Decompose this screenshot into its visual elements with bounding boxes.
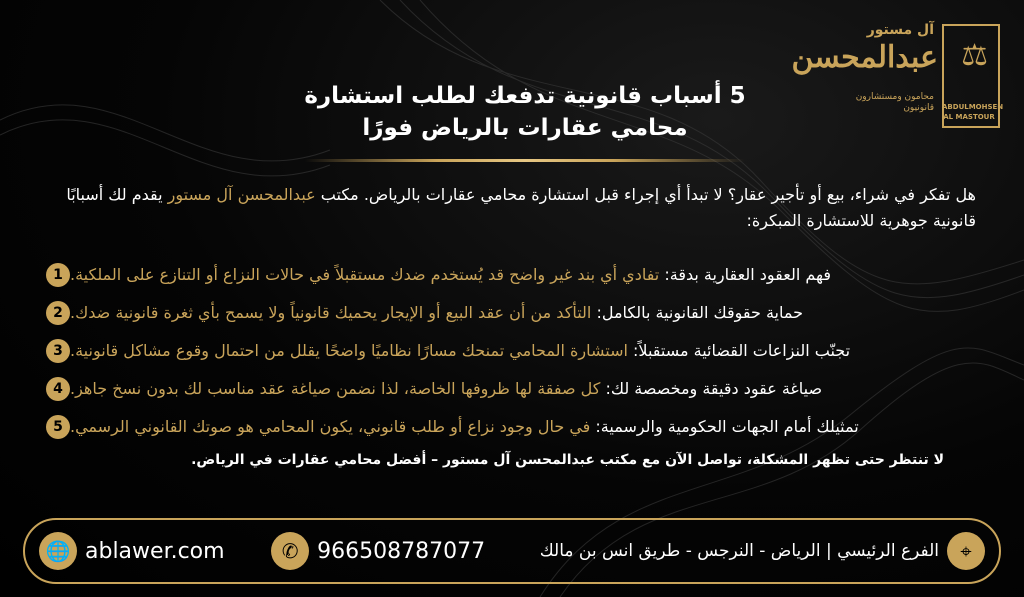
item-text: [70, 340, 850, 362]
phone-number[interactable]: 966508787077: [317, 538, 486, 564]
list-item: [38, 408, 988, 446]
phone-contact[interactable]: [271, 532, 493, 570]
item-description: في حال وجود نزاع أو طلب قانوني، يكون المحامي هو صوتك القانوني الرسمي.: [70, 417, 591, 436]
scales-icon: ⚖: [961, 38, 988, 73]
title-line-1: 5 أسباب قانونية تدفعك لطلب استشارة: [304, 83, 746, 109]
website-contact[interactable]: [39, 532, 233, 570]
globe-icon: 🌐: [39, 532, 77, 570]
item-number-badge: 4: [46, 377, 70, 401]
item-number-badge: 3: [46, 339, 70, 363]
list-item: [38, 332, 988, 370]
location-pin-icon: ⌖: [947, 532, 985, 570]
firm-logo: [791, 18, 1004, 130]
item-text: [70, 416, 859, 438]
logo-main-name: عبدالمحسن: [791, 40, 938, 75]
whatsapp-icon: ✆: [271, 532, 309, 570]
logo-english-name: ABDULMOHSEN AL MASTOUR: [942, 103, 1004, 121]
item-description: التأكد من أن عقد البيع أو الإيجار يحميك قانونياً ولا يسمح بأي ثغرة قانونية ضدك.: [70, 303, 592, 322]
page-title: [300, 80, 750, 144]
item-description: تفادي أي بند غير واضح قد يُستخدم ضدك مستقبلاً في حالات النزاع أو التنازع على الملكية.: [70, 265, 660, 284]
list-item: [38, 294, 988, 332]
item-label: حماية حقوقك القانونية بالكامل:: [596, 303, 803, 322]
item-description: كل صفقة لها ظروفها الخاصة، لذا نضمن صياغة عقد مناسب لك بدون نسخ جاهز.: [70, 379, 601, 398]
logo-tagline: محامون ومستشارون قانونيون: [855, 92, 934, 113]
intro-paragraph: [46, 182, 976, 234]
item-number-badge: 1: [46, 263, 70, 287]
item-description: استشارة المحامي تمنحك مسارًا نظاميًا واضحًا يقلل من احتمال وقوع مشاكل قانونية.: [70, 341, 628, 360]
title-line-2: محامي عقارات بالرياض فورًا: [362, 115, 688, 141]
address-contact: [532, 532, 985, 570]
item-label: تجنّب النزاعات القضائية مستقبلاً:: [633, 341, 851, 360]
intro-text-before: هل تفكر في شراء، بيع أو تأجير عقار؟ لا تبدأ أي إجراء قبل استشارة محامي عقارات بالرياض. مكتب: [315, 185, 976, 204]
item-number-badge: 2: [46, 301, 70, 325]
list-item: [38, 256, 988, 294]
title-divider: [305, 159, 745, 162]
contact-footer: [23, 518, 1001, 584]
item-text: [70, 302, 803, 324]
address-text: الفرع الرئيسي | الرياض - النرجس - طريق انس بن مالك: [539, 541, 939, 561]
item-label: تمثيلك أمام الجهات الحكومية والرسمية:: [595, 417, 859, 436]
list-item: [38, 370, 988, 408]
item-text: [70, 264, 831, 286]
item-text: [70, 378, 822, 400]
call-to-action: لا تنتظر حتى تظهر المشكلة، تواصل الآن مع مكتب عبدالمحسن آل مستور – أفضل محامي عقارات في الرياض.: [191, 452, 944, 468]
intro-firm-name: عبدالمحسن آل مستور: [167, 185, 316, 204]
item-label: صياغة عقود دقيقة ومخصصة لك:: [605, 379, 823, 398]
reasons-list: [38, 256, 988, 446]
intro-text-after: يقدم لك أسبابًا قانونية جوهرية للاستشارة المبكرة:: [66, 185, 976, 230]
item-number-badge: 5: [46, 415, 70, 439]
logo-frame: [942, 24, 1004, 128]
item-label: فهم العقود العقارية بدقة:: [664, 265, 832, 284]
logo-family-name: آل مستور: [866, 22, 934, 38]
website-link[interactable]: ablawer.com: [85, 538, 225, 564]
